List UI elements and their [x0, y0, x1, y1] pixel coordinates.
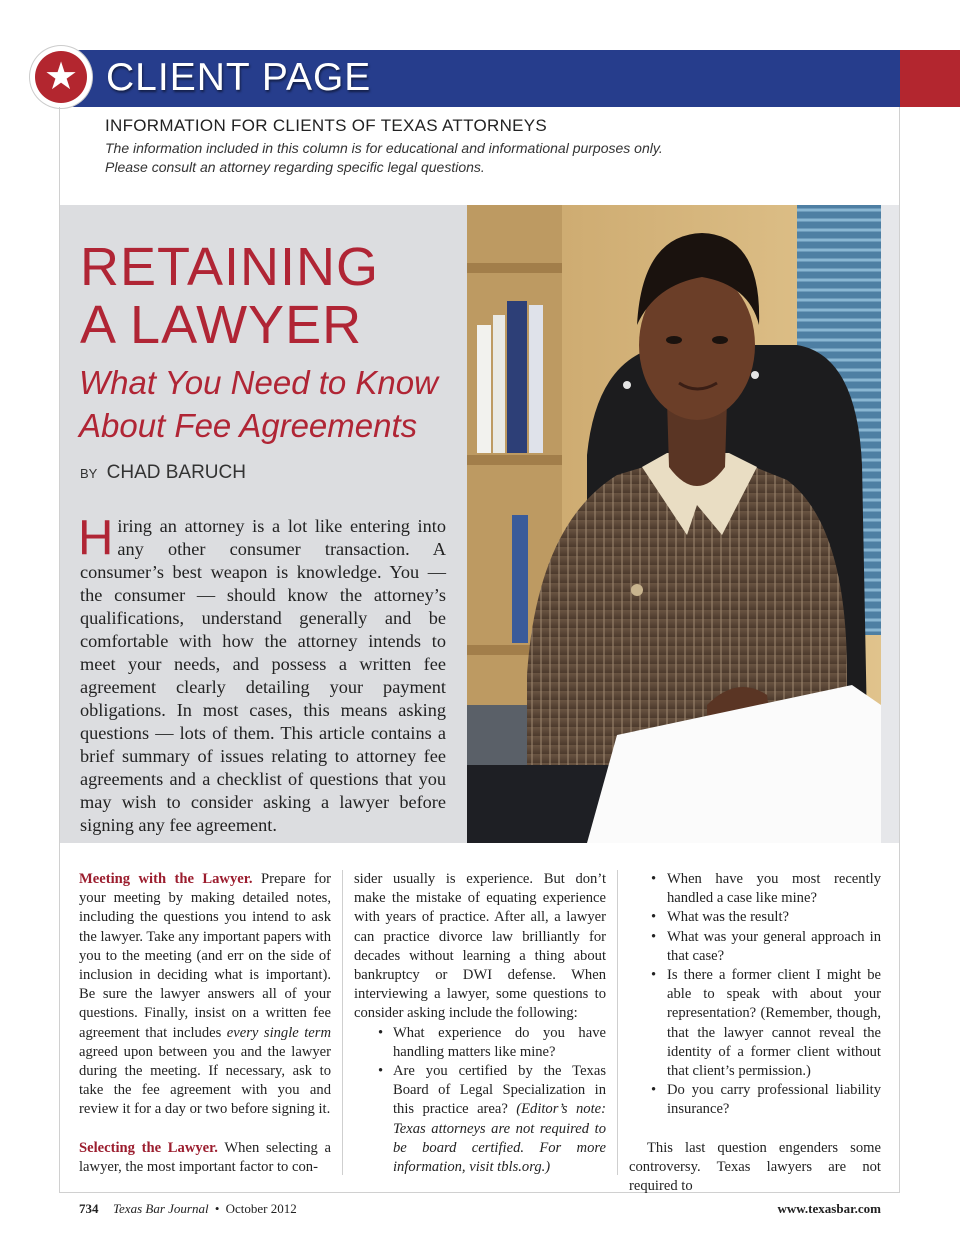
star-badge [30, 46, 92, 108]
lead-selecting: Selecting the Lawyer. [79, 1139, 218, 1156]
list-item: • What was your general approach in that case? [629, 928, 881, 966]
section-title: CLIENT PAGE [106, 56, 372, 99]
list-item: • What was the result? [629, 908, 881, 927]
journal-info [113, 1201, 297, 1217]
meeting-italic: every single term [226, 1024, 331, 1041]
meeting-text-b: agreed upon between you and the lawyer during the meeting. If necessary, ask to take the fee agreement with you and review it for a day or two before signing it. [79, 1043, 331, 1118]
separator: • [214, 1201, 220, 1216]
list-item: • Is there a former client I might be able to speak with about your representation? (Remember, though, that the lawyer cannot reveal the identity of a former client without that client’s permission.) [629, 966, 881, 1081]
column-1 [79, 870, 331, 1177]
column-3 [629, 870, 881, 1196]
editors-note: (Editor’s note: Texas attorneys are not required to be board certified. For more information, visit tbls.org.) [393, 1101, 606, 1176]
info-heading: INFORMATION FOR CLIENTS OF TEXAS ATTORNEYS [105, 116, 548, 135]
website-link[interactable]: www.texasbar.com [777, 1201, 881, 1216]
article-subtitle-line-2: About Fee Agreements [79, 407, 418, 444]
intro-paragraph [78, 511, 446, 837]
article-title-line-1: RETAINING [80, 237, 380, 297]
meeting-text-a: Prepare for your meeting by making detailed notes, including the questions you intend to ask the lawyer. Take any important papers with you to the meeting (and err on the side of inclusion in deciding what is important). Be sure the lawyer answers all of your questions. Finally, insist on a written fee agreement that includes [79, 871, 332, 1041]
lead-meeting: Meeting with the Lawyer. [79, 871, 253, 887]
selecting-text: When selecting a lawyer, the most important factor to con- [79, 1139, 331, 1175]
article-title-line-2: A LAWYER [80, 295, 363, 355]
paragraph-meeting [79, 870, 331, 1120]
column-2 [354, 870, 606, 1177]
page-number: 734 [79, 1201, 99, 1216]
question-list-2 [629, 870, 881, 1120]
disclaimer-line-2: Please consult an attorney regarding specific legal questions. [105, 159, 485, 175]
column-rule-1 [342, 870, 343, 1175]
issue-date: October 2012 [225, 1201, 297, 1216]
drop-cap: H [78, 511, 114, 565]
column-rule-2 [617, 870, 618, 1175]
list-item: • When have you most recently handled a case like mine? [629, 870, 881, 908]
journal-name: Texas Bar Journal [113, 1201, 209, 1216]
list-item [354, 1062, 606, 1177]
byline-by: BY [80, 466, 98, 481]
question-list-1 [354, 1024, 606, 1178]
question-certified: Are you certified by the Texas Board of Legal Specialization in this practice area? [393, 1063, 606, 1118]
author-name: CHAD BARUCH [106, 462, 246, 483]
list-item: • Do you carry professional liability insurance? [629, 1081, 881, 1119]
star-icon: ★ [35, 51, 87, 103]
photo-edge [881, 205, 899, 843]
paragraph-closing: This last question engenders some controversy. Texas lawyers are not required to [629, 1139, 881, 1195]
article-subtitle-line-1: What You Need to Know [79, 364, 438, 401]
paragraph-experience: sider usually is experience. But don’t make the mistake of equating experience with years of practice. After all, a lawyer can practice divorce law brilliantly for decades without learning a thing about bankruptcy or DWI defense. When interviewing a lawyer, some questions to consider asking include the following: [354, 871, 606, 1022]
byline [80, 462, 246, 484]
lawyer-photo [467, 205, 881, 843]
banner-red-block [900, 50, 960, 107]
list-item: • What experience do you have handling matters like mine? [354, 1024, 606, 1062]
disclaimer-line-1: The information included in this column is for educational and informational purposes only. [105, 140, 663, 156]
paragraph-selecting [79, 1139, 331, 1177]
intro-text: iring an attorney is a lot like entering into any other consumer transaction. A consumer’s best weapon is knowledge. You — the consumer — should know the attorney’s qualifications, understand generally and be comfortable with how the attorney intends to meet your needs, and possess a written fee agreement clearly detailing your payment obligations. In most cases, this means asking questions — lots of them. This article contains a brief summary of issues relating to attorney fee agreements and a checklist of questions that you may wish to consider asking a lawyer before signing any fee agreement. [80, 516, 446, 835]
frame-line-right [899, 107, 900, 1192]
